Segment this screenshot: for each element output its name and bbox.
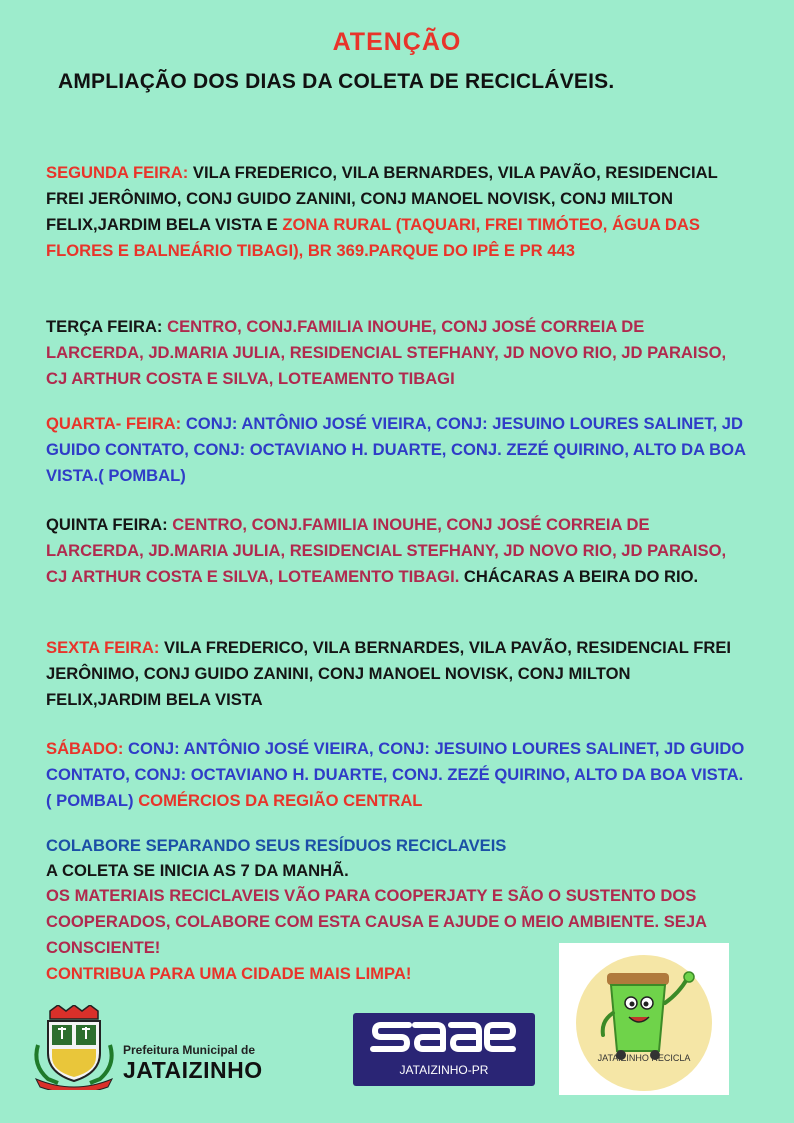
commerce-saturday: COMÉRCIOS DA REGIÃO CENTRAL — [133, 791, 423, 810]
schedule-monday — [46, 160, 746, 264]
schedule-friday — [46, 635, 746, 713]
extra-areas-thursday: CHÁCARAS A BEIRA DO RIO. — [459, 567, 699, 586]
day-label-thursday: QUINTA FEIRA: — [46, 515, 168, 534]
recycle-bin-mascot-icon — [559, 943, 729, 1095]
page-title: ATENÇÃO — [332, 28, 462, 56]
prefeitura-text — [123, 1043, 263, 1084]
saae-logo — [353, 1013, 535, 1086]
prefeitura-name: JATAIZINHO — [123, 1057, 263, 1083]
schedule-wednesday — [46, 411, 746, 489]
prefeitura-subtitle: Prefeitura Municipal de — [123, 1043, 256, 1057]
day-label-wednesday: QUARTA- FEIRA: — [46, 414, 182, 433]
areas-monday: VILA FREDERICO, VILA BERNARDES, VILA PAVÃO, RESIDENCIAL FREI JERÔNIMO, CONJ GUIDO ZANINI, CONJ MANOEL NOVISK, CONJ MILTON FELIX,JARDIM BELA VISTA E — [46, 163, 718, 234]
day-label-friday: SEXTA FEIRA: — [46, 638, 160, 657]
schedule-thursday — [46, 512, 746, 590]
cleaner-city-text: CONTRIBUA PARA UMA CIDADE MAIS LIMPA! — [46, 964, 412, 983]
coat-of-arms-icon — [28, 1005, 118, 1090]
areas-friday: VILA FREDERICO, VILA BERNARDES, VILA PAVÃO, RESIDENCIAL FREI JERÔNIMO, CONJ GUIDO ZANINI, CONJ MANOEL NOVISK, CONJ MILTON FELIX,JARDIM BELA VISTA — [46, 638, 732, 709]
recicla-logo — [559, 943, 729, 1095]
rural-areas-monday: ZONA RURAL (TAQUARI, FREI TIMÓTEO, ÁGUA DAS FLORES E BALNEÁRIO TIBAGI), BR 369.PARQUE DO IPÊ E PR 443 — [46, 215, 700, 260]
recicla-label: JATAIZINHO RECICLA — [597, 1053, 691, 1063]
day-label-tuesday: TERÇA FEIRA: — [46, 317, 163, 336]
day-label-saturday: SÁBADO: — [46, 739, 124, 758]
saae-subtitle: JATAIZINHO-PR — [399, 1063, 489, 1077]
saae-wordmark-icon — [353, 1013, 535, 1063]
prefeitura-logo — [28, 1005, 308, 1090]
collaborate-text: COLABORE SEPARANDO SEUS RESÍDUOS RECICLAVEIS — [46, 836, 507, 855]
schedule-saturday — [46, 736, 746, 814]
areas-tuesday: CENTRO, CONJ.FAMILIA INOUHE, CONJ JOSÉ CORREIA DE LARCERDA, JD.MARIA JULIA, RESIDENCIAL STEFHANY, JD NOVO RIO, JD PARAISO, CJ ARTHUR COSTA E SILVA, LOTEAMENTO TIBAGI — [46, 317, 727, 388]
areas-thursday: CENTRO, CONJ.FAMILIA INOUHE, CONJ JOSÉ CORREIA DE LARCERDA, JD.MARIA JULIA, RESIDENCIAL STEFHANY, JD NOVO RIO, JD PARAISO, CJ ARTHUR COSTA E SILVA, LOTEAMENTO TIBAGI. — [46, 515, 727, 586]
areas-saturday: CONJ: ANTÔNIO JOSÉ VIEIRA, CONJ: JESUINO LOURES SALINET, JD GUIDO CONTATO, CONJ: OCTAVIANO H. DUARTE, CONJ. ZEZÉ QUIRINO, ALTO DA BOA VISTA.( POMBAL) — [46, 739, 745, 810]
page-subtitle: AMPLIAÇÃO DOS DIAS DA COLETA DE RECICLÁVEIS. — [58, 70, 615, 93]
day-label-monday: SEGUNDA FEIRA: — [46, 163, 189, 182]
collection-time-text: A COLETA SE INICIA AS 7 DA MANHÃ. — [46, 861, 349, 880]
cooperative-text: OS MATERIAIS RECICLAVEIS VÃO PARA COOPERJATY E SÃO O SUSTENTO DOS COOPERADOS, COLABORE COM ESTA CAUSA E AJUDE O MEIO AMBIENTE. SEJA CONSCIENTE! — [46, 886, 707, 957]
areas-wednesday: CONJ: ANTÔNIO JOSÉ VIEIRA, CONJ: JESUINO LOURES SALINET, JD GUIDO CONTATO, CONJ: OCTAVIANO H. DUARTE, CONJ. ZEZÉ QUIRINO, ALTO DA BOA VISTA.( POMBAL) — [46, 414, 746, 485]
schedule-tuesday — [46, 314, 746, 392]
